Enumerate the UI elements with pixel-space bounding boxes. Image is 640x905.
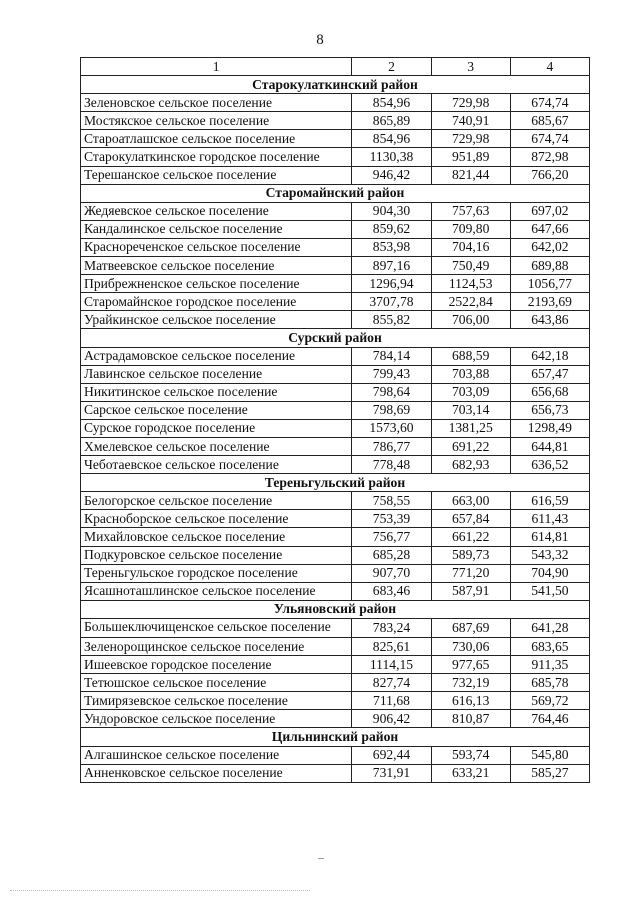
value-col2-cell: 907,70 [352, 564, 431, 582]
value-col2-cell: 853,98 [352, 238, 431, 256]
table-row [81, 311, 590, 329]
table-header-row [81, 58, 590, 76]
table-row [81, 94, 590, 112]
table-row [81, 293, 590, 311]
value-col4-cell: 689,88 [510, 257, 589, 275]
table-row [81, 764, 590, 782]
settlement-name-cell: Большеключищенское сельское поселение [81, 618, 352, 637]
value-col4-cell: 545,80 [510, 746, 589, 764]
settlement-name-cell: Кандалинское сельское поселение [81, 220, 352, 238]
table-body [81, 58, 590, 783]
value-col4-cell: 611,43 [510, 510, 589, 528]
table-row [81, 148, 590, 166]
table-row [81, 419, 590, 437]
value-col4-cell: 643,86 [510, 311, 589, 329]
value-col2-cell: 1296,94 [352, 275, 431, 293]
value-col3-cell: 688,59 [431, 347, 510, 365]
settlement-name-cell: Тетюшское сельское поселение [81, 674, 352, 692]
value-col3-cell: 740,91 [431, 112, 510, 130]
settlement-name-cell: Мостякское сельское поселение [81, 112, 352, 130]
column-header-2: 2 [352, 58, 431, 76]
value-col2-cell: 865,89 [352, 112, 431, 130]
value-col2-cell: 783,24 [352, 618, 431, 637]
value-col3-cell: 704,16 [431, 238, 510, 256]
settlement-name-cell: Прибрежненское сельское поселение [81, 275, 352, 293]
value-col2-cell: 1573,60 [352, 419, 431, 437]
settlement-name-cell: Староатлашское сельское поселение [81, 130, 352, 148]
table-row [81, 220, 590, 238]
value-col4-cell: 541,50 [510, 582, 589, 600]
table-row [81, 618, 590, 637]
settlement-name-cell: Михайловское сельское поселение [81, 528, 352, 546]
value-col4-cell: 674,74 [510, 130, 589, 148]
column-header-1: 1 [81, 58, 352, 76]
value-col2-cell: 786,77 [352, 437, 431, 455]
value-col4-cell: 656,73 [510, 401, 589, 419]
value-col4-cell: 656,68 [510, 383, 589, 401]
value-col2-cell: 827,74 [352, 674, 431, 692]
settlement-name-cell: Зеленовское сельское поселение [81, 94, 352, 112]
table-row [81, 112, 590, 130]
value-col3-cell: 587,91 [431, 582, 510, 600]
value-col3-cell: 589,73 [431, 546, 510, 564]
value-col2-cell: 685,28 [352, 546, 431, 564]
value-col3-cell: 729,98 [431, 130, 510, 148]
table-row [81, 401, 590, 419]
value-col4-cell: 642,02 [510, 238, 589, 256]
value-col2-cell: 692,44 [352, 746, 431, 764]
section-header-row [81, 600, 590, 618]
value-col3-cell: 703,88 [431, 365, 510, 383]
value-col2-cell: 798,69 [352, 401, 431, 419]
section-title: Сурский район [81, 329, 590, 347]
value-col2-cell: 904,30 [352, 202, 431, 220]
section-header-row [81, 728, 590, 746]
section-title: Цильнинский район [81, 728, 590, 746]
value-col4-cell: 685,67 [510, 112, 589, 130]
settlement-name-cell: Астрадамовское сельское поселение [81, 347, 352, 365]
column-header-3: 3 [431, 58, 510, 76]
value-col4-cell: 616,59 [510, 492, 589, 510]
table-row [81, 582, 590, 600]
value-col2-cell: 758,55 [352, 492, 431, 510]
table-row [81, 365, 590, 383]
settlement-name-cell: Старокулаткинское городское поселение [81, 148, 352, 166]
settlement-name-cell: Никитинское сельское поселение [81, 383, 352, 401]
settlement-name-cell: Матвеевское сельское поселение [81, 257, 352, 275]
value-col2-cell: 799,43 [352, 365, 431, 383]
table-row [81, 166, 590, 184]
value-col4-cell: 674,74 [510, 94, 589, 112]
value-col3-cell: 2522,84 [431, 293, 510, 311]
value-col3-cell: 616,13 [431, 692, 510, 710]
value-col4-cell: 543,32 [510, 546, 589, 564]
settlement-name-cell: Сарское сельское поселение [81, 401, 352, 419]
settlement-name-cell: Лавинское сельское поселение [81, 365, 352, 383]
section-header-row [81, 474, 590, 492]
column-header-4: 4 [510, 58, 589, 76]
value-col4-cell: 647,66 [510, 220, 589, 238]
value-col3-cell: 750,49 [431, 257, 510, 275]
footer-mark [318, 858, 324, 859]
value-col3-cell: 687,69 [431, 618, 510, 637]
table-row [81, 692, 590, 710]
table-row [81, 257, 590, 275]
table-row [81, 564, 590, 582]
value-col4-cell: 704,90 [510, 564, 589, 582]
table-row [81, 202, 590, 220]
settlement-name-cell: Терешанское сельское поселение [81, 166, 352, 184]
table-row [81, 546, 590, 564]
settlement-name-cell: Ишеевское городское поселение [81, 656, 352, 674]
value-col4-cell: 642,18 [510, 347, 589, 365]
value-col4-cell: 569,72 [510, 692, 589, 710]
value-col2-cell: 906,42 [352, 710, 431, 728]
value-col4-cell: 1056,77 [510, 275, 589, 293]
settlement-name-cell: Алгашинское сельское поселение [81, 746, 352, 764]
value-col3-cell: 709,80 [431, 220, 510, 238]
settlement-name-cell: Тереньгульское городское поселение [81, 564, 352, 582]
value-col4-cell: 683,65 [510, 638, 589, 656]
table-row [81, 710, 590, 728]
table-row [81, 383, 590, 401]
table-row [81, 437, 590, 455]
value-col3-cell: 691,22 [431, 437, 510, 455]
value-col3-cell: 706,00 [431, 311, 510, 329]
table-row [81, 275, 590, 293]
value-col3-cell: 771,20 [431, 564, 510, 582]
section-title: Тереньгульский район [81, 474, 590, 492]
table-row [81, 238, 590, 256]
value-col4-cell: 614,81 [510, 528, 589, 546]
value-col4-cell: 764,46 [510, 710, 589, 728]
section-title: Старокулаткинский район [81, 76, 590, 94]
value-col3-cell: 1124,53 [431, 275, 510, 293]
section-header-row [81, 76, 590, 94]
value-col2-cell: 683,46 [352, 582, 431, 600]
value-col2-cell: 3707,78 [352, 293, 431, 311]
value-col3-cell: 821,44 [431, 166, 510, 184]
value-col2-cell: 778,48 [352, 456, 431, 474]
table-row [81, 510, 590, 528]
section-header-row [81, 184, 590, 202]
table-row [81, 492, 590, 510]
value-col2-cell: 784,14 [352, 347, 431, 365]
value-col3-cell: 661,22 [431, 528, 510, 546]
value-col2-cell: 798,64 [352, 383, 431, 401]
value-col2-cell: 1130,38 [352, 148, 431, 166]
value-col4-cell: 644,81 [510, 437, 589, 455]
value-col3-cell: 732,19 [431, 674, 510, 692]
settlement-name-cell: Тимирязевское сельское поселение [81, 692, 352, 710]
value-col4-cell: 636,52 [510, 456, 589, 474]
value-col2-cell: 731,91 [352, 764, 431, 782]
value-col3-cell: 682,93 [431, 456, 510, 474]
settlement-name-cell: Хмелевское сельское поселение [81, 437, 352, 455]
value-col3-cell: 810,87 [431, 710, 510, 728]
table-row [81, 656, 590, 674]
value-col3-cell: 729,98 [431, 94, 510, 112]
value-col2-cell: 1114,15 [352, 656, 431, 674]
value-col4-cell: 657,47 [510, 365, 589, 383]
section-title: Старомайнский район [81, 184, 590, 202]
settlement-name-cell: Белогорское сельское поселение [81, 492, 352, 510]
value-col3-cell: 663,00 [431, 492, 510, 510]
value-col3-cell: 1381,25 [431, 419, 510, 437]
table-row [81, 674, 590, 692]
value-col3-cell: 703,14 [431, 401, 510, 419]
value-col3-cell: 730,06 [431, 638, 510, 656]
section-header-row [81, 329, 590, 347]
value-col4-cell: 641,28 [510, 618, 589, 637]
settlement-name-cell: Чеботаевское сельское поселение [81, 456, 352, 474]
value-col2-cell: 897,16 [352, 257, 431, 275]
settlement-name-cell: Сурское городское поселение [81, 419, 352, 437]
value-col4-cell: 585,27 [510, 764, 589, 782]
settlement-name-cell: Красноборское сельское поселение [81, 510, 352, 528]
value-col2-cell: 854,96 [352, 130, 431, 148]
table-row [81, 528, 590, 546]
value-col4-cell: 685,78 [510, 674, 589, 692]
value-col4-cell: 1298,49 [510, 419, 589, 437]
value-col2-cell: 825,61 [352, 638, 431, 656]
value-col4-cell: 766,20 [510, 166, 589, 184]
settlement-name-cell: Жедяевское сельское поселение [81, 202, 352, 220]
settlement-name-cell: Урайкинское сельское поселение [81, 311, 352, 329]
table-row [81, 638, 590, 656]
footer-dotted-line [10, 890, 310, 892]
settlement-name-cell: Анненковское сельское поселение [81, 764, 352, 782]
value-col4-cell: 911,35 [510, 656, 589, 674]
settlement-name-cell: Ясашноташлинское сельское поселение [81, 582, 352, 600]
value-col3-cell: 757,63 [431, 202, 510, 220]
table-row [81, 130, 590, 148]
value-col3-cell: 657,84 [431, 510, 510, 528]
value-col3-cell: 951,89 [431, 148, 510, 166]
settlement-name-cell: Ундоровское сельское поселение [81, 710, 352, 728]
value-col2-cell: 946,42 [352, 166, 431, 184]
value-col3-cell: 977,65 [431, 656, 510, 674]
value-col2-cell: 854,96 [352, 94, 431, 112]
value-col3-cell: 703,09 [431, 383, 510, 401]
value-col2-cell: 711,68 [352, 692, 431, 710]
value-col3-cell: 633,21 [431, 764, 510, 782]
value-col3-cell: 593,74 [431, 746, 510, 764]
value-col4-cell: 2193,69 [510, 293, 589, 311]
settlement-name-cell: Подкуровское сельское поселение [81, 546, 352, 564]
settlement-name-cell: Старомайнское городское поселение [81, 293, 352, 311]
value-col2-cell: 753,39 [352, 510, 431, 528]
page-number: 8 [316, 32, 324, 48]
settlement-name-cell: Краснореченское сельское поселение [81, 238, 352, 256]
section-title: Ульяновский район [81, 600, 590, 618]
value-col4-cell: 872,98 [510, 148, 589, 166]
value-col2-cell: 855,82 [352, 311, 431, 329]
value-col2-cell: 756,77 [352, 528, 431, 546]
table-row [81, 347, 590, 365]
table-row [81, 456, 590, 474]
value-col4-cell: 697,02 [510, 202, 589, 220]
table-row [81, 746, 590, 764]
value-col2-cell: 859,62 [352, 220, 431, 238]
data-table [80, 57, 590, 783]
settlement-name-cell: Зеленорощинское сельское поселение [81, 638, 352, 656]
